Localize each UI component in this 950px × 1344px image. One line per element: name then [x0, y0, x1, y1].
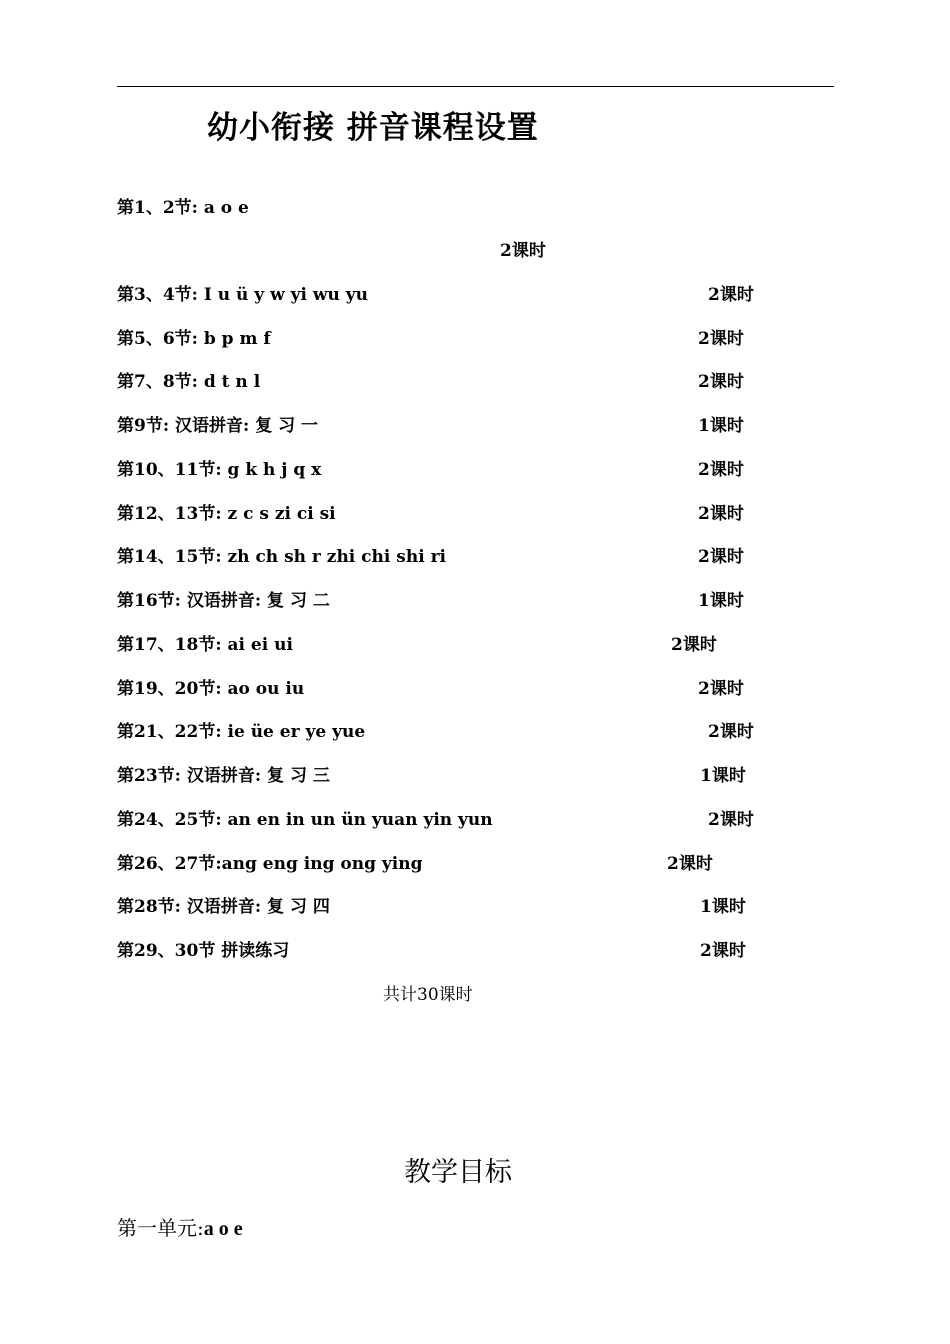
lesson-row-hours: 2课时 — [698, 460, 744, 480]
lesson-row-hours: 2课时 — [671, 635, 717, 655]
lesson-row-label: 第3、4节: I u ü y w yi wu yu — [117, 285, 369, 305]
lesson-row-hours: 1课时 — [698, 416, 744, 436]
lesson-row-label: 第26、27节:ang eng ing ong ying — [117, 854, 423, 874]
lesson-row-label: 第23节: 汉语拼音: 复 习 三 — [117, 766, 330, 786]
lesson-row-hours: 2课时 — [698, 504, 744, 524]
lesson-row-hours: 2课时 — [698, 329, 744, 349]
lesson-row-hours: 2课时 — [708, 285, 754, 305]
lesson-row-hours: 2课时 — [667, 854, 713, 874]
lesson-row-hours: 2课时 — [700, 941, 746, 961]
lesson-row-hours: 2课时 — [698, 679, 744, 699]
unit-letters: a o e — [203, 1218, 243, 1240]
unit-heading — [117, 1212, 243, 1241]
page-title: 幼小衔接 拼音课程设置 — [207, 110, 539, 146]
lesson-row-hours: 2课时 — [698, 372, 744, 392]
lesson-row-hours: 1课时 — [700, 766, 746, 786]
lesson-row-hours: 1课时 — [698, 591, 744, 611]
lesson-row-label: 第12、13节: z c s zi ci si — [117, 504, 336, 524]
lesson-row-label: 第16节: 汉语拼音: 复 习 二 — [117, 591, 330, 611]
lesson-row-label: 第29、30节 拼读练习 — [117, 941, 290, 961]
lesson-row-label: 第28节: 汉语拼音: 复 习 四 — [117, 897, 330, 917]
lesson-row-label: 第21、22节: ie üe er ye yue — [117, 722, 366, 742]
lesson-row-label: 第17、18节: ai ei ui — [117, 635, 293, 655]
lesson-row-label: 第24、25节: an en in un ün yuan yin yun — [117, 810, 493, 830]
goals-heading: 教学目标 — [404, 1157, 512, 1188]
total-hours: 共计30课时 — [383, 985, 473, 1005]
lesson-row-hours: 2课时 — [708, 722, 754, 742]
lesson-row-label: 第5、6节: b p m f — [117, 329, 271, 349]
lesson-row-label: 第10、11节: g k h j q x — [117, 460, 322, 480]
unit-label: 第一单元: — [117, 1216, 204, 1240]
lesson-row-hours: 2课时 — [708, 810, 754, 830]
lesson-row-hours: 2课时 — [698, 547, 744, 567]
lesson-row-label: 第7、8节: d t n l — [117, 372, 261, 392]
header-rule — [117, 86, 834, 87]
lesson-row-hours: 1课时 — [700, 897, 746, 917]
lesson-row-label: 第14、15节: zh ch sh r zhi chi shi ri — [117, 547, 446, 567]
lesson-row-label: 第9节: 汉语拼音: 复 习 一 — [117, 416, 319, 436]
lesson-row-hours: 2课时 — [500, 241, 546, 261]
lesson-row-label: 第1、2节: a o e — [117, 198, 249, 218]
lesson-row-label: 第19、20节: ao ou iu — [117, 679, 305, 699]
